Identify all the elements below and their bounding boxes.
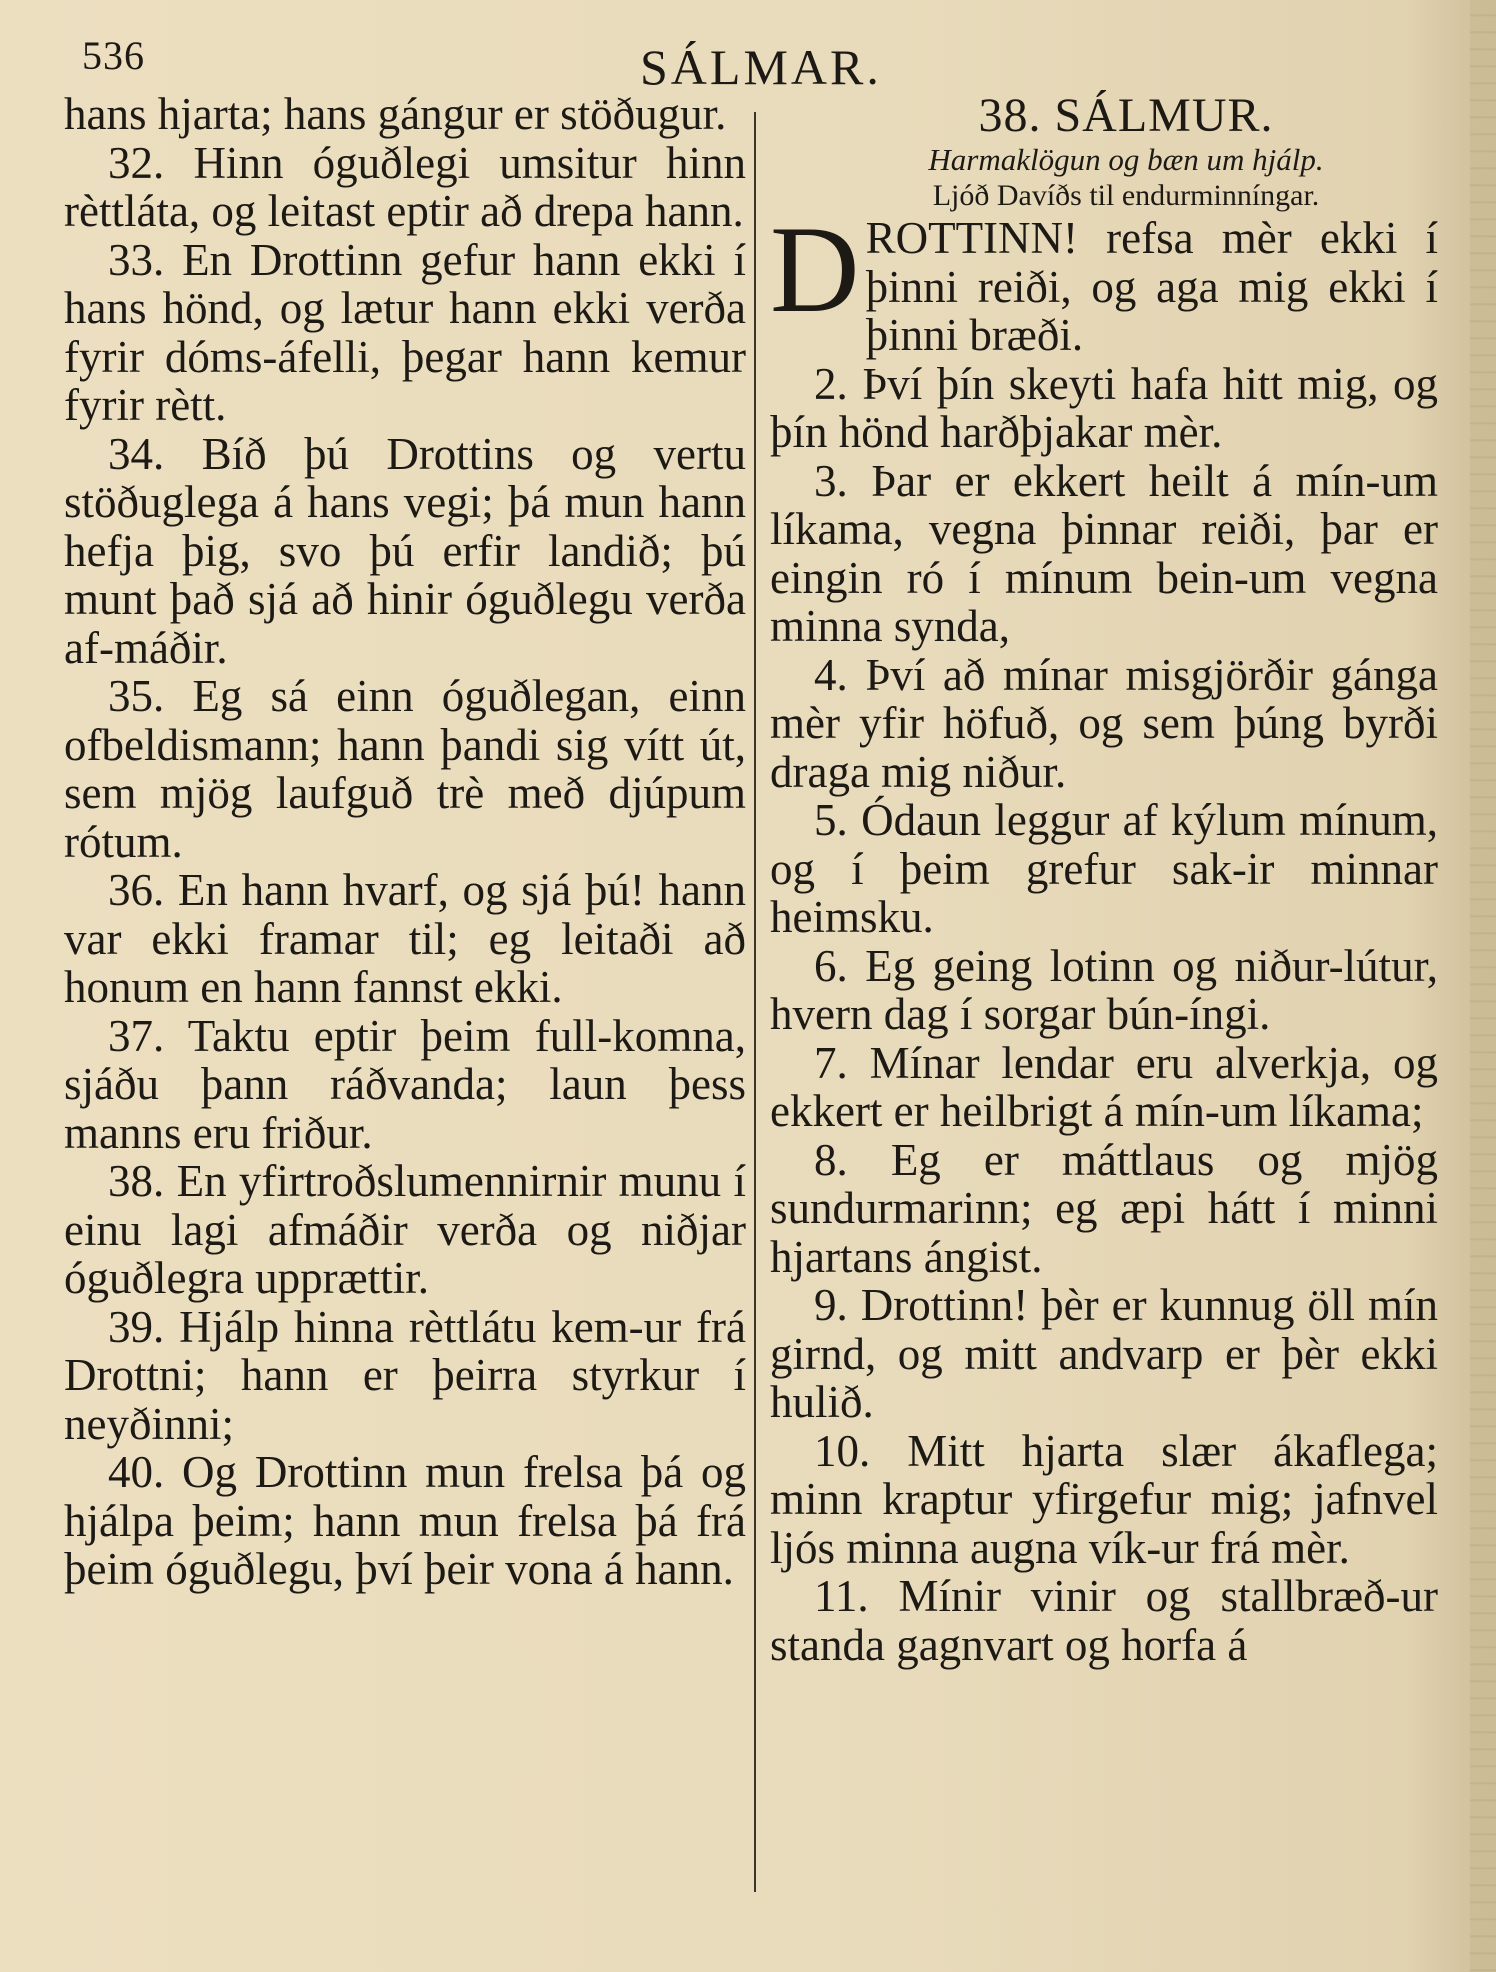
verse-paragraph: 7. Mínar lendar eru alverkja, og ekkert er heilbrigt á mín-um líkama;: [770, 1037, 1438, 1136]
verse-paragraph: 34. Bíð þú Drottins og vertu stöðuglega á hans vegi; þá mun hann hefja þig, svo þú erfir landið; þú munt það sjá að hinir óguðlegu verða af-máðir.: [64, 428, 746, 673]
column-divider: [754, 112, 756, 1892]
psalm-subtitle: Harmaklögun og bæn um hjálp.: [928, 142, 1324, 177]
verse-paragraph: hans hjarta; hans gángur er stöðugur.: [64, 89, 727, 139]
verse-paragraph: 11. Mínir vinir og stallbræð-ur standa gagnvart og horfa á: [770, 1571, 1438, 1670]
verse-paragraph: 8. Eg er máttlaus og mjög sundurmarinn; eg æpi hátt í minni hjartans ángist.: [770, 1134, 1438, 1282]
verse-paragraph: 35. Eg sá einn óguðlegan, einn ofbeldismann; hann þandi sig vítt út, sem mjög laufguð trè með djúpum rótum.: [64, 671, 746, 867]
psalm-superscription: Ljóð Davíðs til endurminníngar.: [932, 179, 1320, 212]
verse-paragraph: 39. Hjálp hinna rèttlátu kem-ur frá Drottni; hann er þeirra styrkur í neyðinni;: [64, 1301, 746, 1449]
verse-paragraph: 10. Mitt hjarta slær ákaflega; minn kraptur yfirgefur mig; jafnvel ljós minna augna vík-ur frá mèr.: [770, 1425, 1438, 1573]
verse-paragraph: 5. Ódaun leggur af kýlum mínum, og í þeim grefur sak-ir minnar heimsku.: [770, 795, 1438, 942]
page-edge: [1470, 0, 1496, 1972]
page-header: [0, 28, 1496, 98]
right-column: [770, 90, 1438, 1669]
verse-paragraph: 38. En yfirtroðslumennirnir munu í einu lagi afmáðir verða og niðjar óguðlegra upprættir.: [64, 1156, 746, 1303]
first-verse-text: ROTTINN! refsa mèr ekki í þinni reiði, og aga mig ekki í þinni bræði.: [865, 213, 1438, 360]
verse-paragraph: 37. Taktu eptir þeim full-komna, sjáðu þann ráðvanda; laun þess manns eru friður.: [64, 1010, 746, 1158]
verse-paragraph: 40. Og Drottinn mun frelsa þá og hjálpa þeim; hann mun frelsa þá frá þeim óguðlegu, því þeir vona á hann.: [64, 1447, 746, 1594]
verse-paragraph: 9. Drottinn! þèr er kunnug öll mín girnd, og mitt andvarp er þèr ekki hulið.: [770, 1280, 1438, 1427]
drop-cap: D: [770, 201, 860, 338]
verse-paragraph: 2. Því þín skeyti hafa hitt mig, og þín hönd harðþjakar mèr.: [770, 358, 1438, 457]
verse-paragraph: 36. En hann hvarf, og sjá þú! hann var ekki framar til; eg leitaði að honum en hann fannst ekki.: [64, 865, 746, 1012]
verse-paragraph: 6. Eg geing lotinn og niður-lútur, hvern dag í sorgar bún-íngi.: [770, 940, 1438, 1039]
verse-paragraph: 3. Þar er ekkert heilt á mín-um líkama, vegna þinnar reiði, þar er eingin ró í mínum bein-um vegna minna synda,: [770, 455, 1438, 651]
page-number: 536: [82, 33, 145, 78]
left-column: [64, 90, 746, 1594]
verse-paragraph: 32. Hinn óguðlegi umsitur hinn rèttláta, og leitast eptir að drepa hann.: [64, 137, 746, 236]
verse-paragraph: 33. En Drottinn gefur hann ekki í hans hönd, og lætur hann ekki verða fyrir dóms-áfelli, þegar hann kemur fyrir rètt.: [64, 234, 746, 430]
verse-paragraph-first: [770, 201, 1438, 360]
psalm-title: 38. SÁLMUR.: [978, 89, 1274, 142]
running-title: SÁLMAR.: [640, 39, 882, 95]
verse-paragraph: 4. Því að mínar misgjörðir gánga mèr yfir höfuð, og sem þúng byrði draga mig niður.: [770, 649, 1438, 797]
